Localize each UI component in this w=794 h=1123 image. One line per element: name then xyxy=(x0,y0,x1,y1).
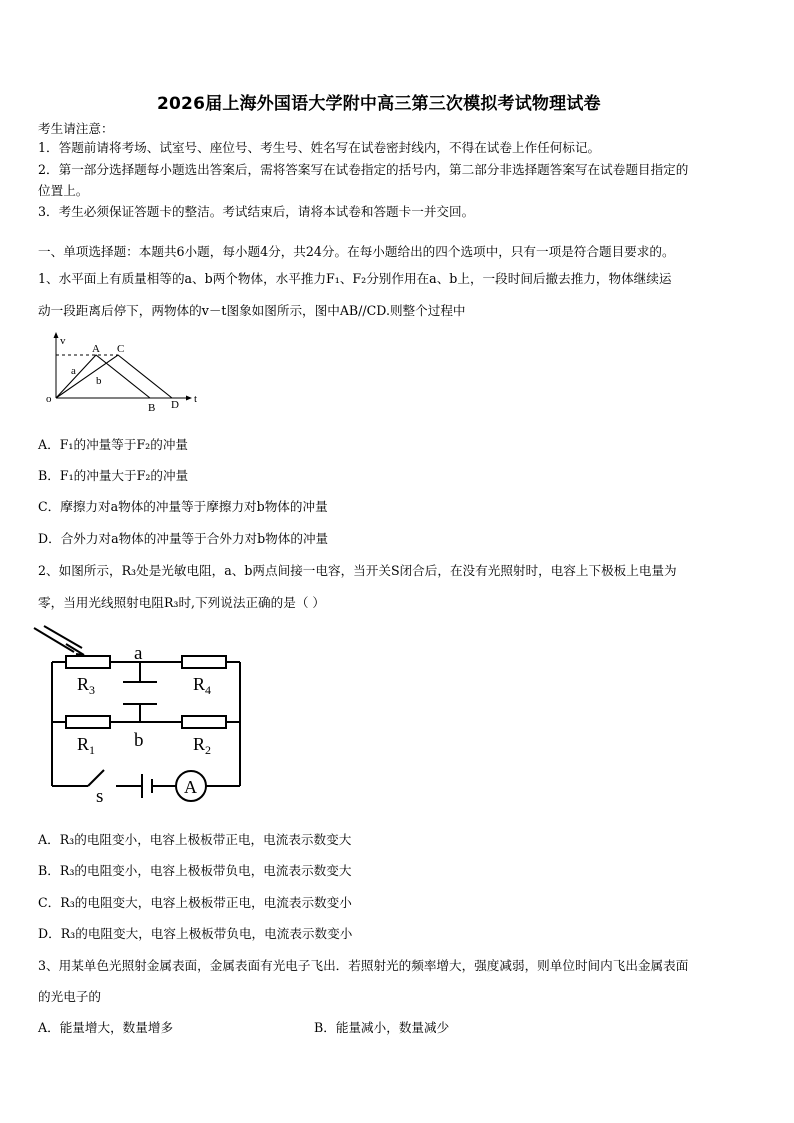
q1-option-a: A．F₁的冲量等于F₂的冲量 xyxy=(38,437,189,452)
label-a: a xyxy=(71,365,76,377)
vt-graph xyxy=(40,330,210,416)
label-D: D xyxy=(171,399,179,411)
page-title: 2026届上海外国语大学附中高三第三次模拟考试物理试卷 xyxy=(157,94,601,114)
notice-item-2-cont: 位置上。 xyxy=(38,183,89,198)
label-s: s xyxy=(96,786,104,804)
section-header: 一、单项选择题：本题共6小题，每小题4分，共24分。在每小题给出的四个选项中，只有一项是符合题目要求的。 xyxy=(38,244,675,259)
q2-option-a: A．R₃的电阻变小，电容上极板带正电，电流表示数变大 xyxy=(38,832,352,847)
circuit-diagram xyxy=(30,624,250,804)
notice-heading: 考生请注意： xyxy=(38,121,114,136)
label-r2: $R_2$ xyxy=(193,734,212,757)
q1-option-b: B．F₁的冲量大于F₂的冲量 xyxy=(38,468,189,483)
q2-stem-line1: 2、如图所示，R₃处是光敏电阻，a、b两点间接一电容，当开关S闭合后，在没有光照射时，电容上下极板上电量为 xyxy=(38,563,677,578)
q2-option-d: D．R₃的电阻变大，电容上极板带负电，电流表示数变小 xyxy=(38,926,353,941)
resistor-r2 xyxy=(182,716,226,728)
notice-item-1: 1．答题前请将考场、试室号、座位号、考生号、姓名写在试卷密封线内，不得在试卷上作任何标记。 xyxy=(38,140,601,155)
label-A: A xyxy=(92,343,100,355)
label-a-node: a xyxy=(134,643,143,664)
q3-stem-line1: 3、用某单色光照射金属表面，金属表面有光电子飞出．若照射光的频率增大，强度减弱，则单位时间内飞出金属表面 xyxy=(38,958,689,973)
q1-option-d: D．合外力对a物体的冲量等于合外力对b物体的冲量 xyxy=(38,531,329,546)
q2-option-c: C．R₃的电阻变大，电容上极板带正电，电流表示数变小 xyxy=(38,895,352,910)
q3-option-a: A．能量增大，数量增多 xyxy=(38,1020,174,1035)
notice-item-3: 3．考生必须保证答题卡的整洁。考试结束后，请将本试卷和答题卡一并交回。 xyxy=(38,204,475,219)
v-axis-arrow xyxy=(54,332,59,338)
label-r4: $R_4$ xyxy=(193,674,212,697)
q3-option-b: B．能量减小，数量减少 xyxy=(314,1020,450,1035)
q2-option-b: B．R₃的电阻变小，电容上极板带负电，电流表示数变大 xyxy=(38,863,352,878)
label-B: B xyxy=(148,402,156,414)
q1-stem-line2: 动一段距离后停下，两物体的v－t图象如图所示，图中AB//CD.则整个过程中 xyxy=(38,303,466,318)
arrow-head-2 xyxy=(76,654,84,655)
label-t: t xyxy=(194,393,198,405)
resistor-r3 xyxy=(66,656,110,668)
resistor-r1 xyxy=(66,716,110,728)
notice-item-2: 2．第一部分选择题每小题选出答案后，需将答案写在试卷指定的括号内，第二部分非选择题答案写在试卷题目指定的 xyxy=(38,162,689,177)
label-b: b xyxy=(96,375,102,387)
resistor-r4 xyxy=(182,656,226,668)
q3-stem-line2: 的光电子的 xyxy=(38,989,101,1004)
label-o: o xyxy=(46,393,52,405)
label-r1: $R_1$ xyxy=(77,734,96,757)
label-v: v xyxy=(60,335,66,347)
q1-option-c: C．摩擦力对a物体的冲量等于摩擦力对b物体的冲量 xyxy=(38,499,328,514)
label-C: C xyxy=(117,343,125,355)
label-b-node: b xyxy=(134,730,144,751)
label-ammeter: A xyxy=(184,777,197,797)
q2-stem-line2: 零，当用光线照射电阻R₃时,下列说法正确的是（ ） xyxy=(38,595,326,610)
t-axis-arrow xyxy=(186,396,192,401)
q1-stem-line1: 1、水平面上有质量相等的a、b两个物体，水平推力F₁、F₂分别作用在a、b上，一段时间后撤去推力，物体继续运 xyxy=(38,271,672,286)
label-r3: $R_3$ xyxy=(77,674,96,697)
switch-s xyxy=(88,770,104,786)
